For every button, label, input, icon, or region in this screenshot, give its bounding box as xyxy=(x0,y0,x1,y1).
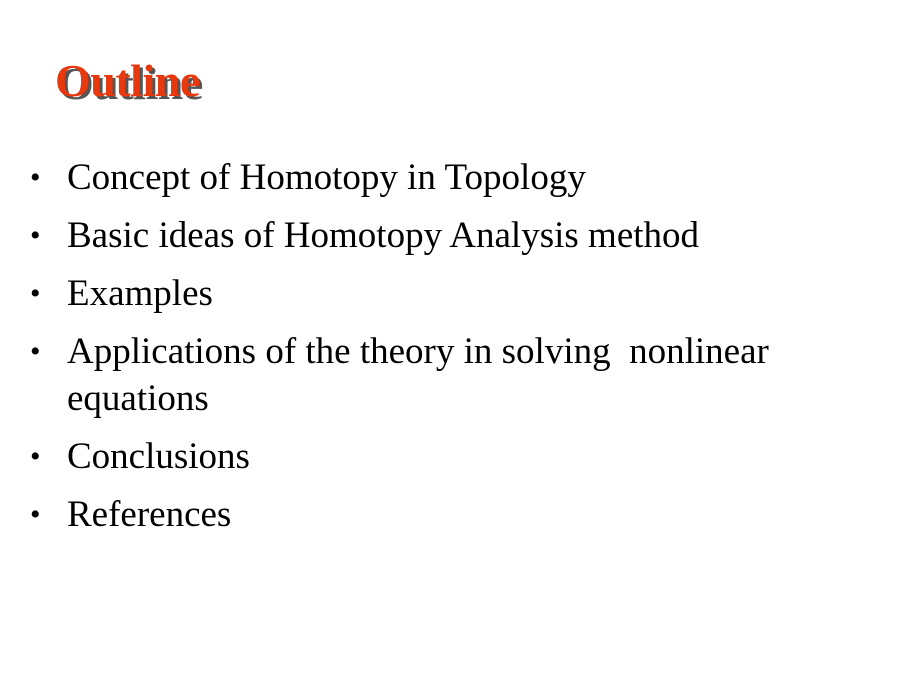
outline-item xyxy=(30,328,900,422)
bullet-icon: • xyxy=(30,277,41,310)
outline-item-text: Basic ideas of Homotopy Analysis method xyxy=(67,215,700,256)
bullet-icon: • xyxy=(30,498,41,531)
slide-title: Outline xyxy=(55,55,200,106)
outline-item-text: Applications of the theory in solving nonlinear equations xyxy=(67,331,779,419)
bullet-icon: • xyxy=(30,335,41,368)
outline-item-text: Concept of Homotopy in Topology xyxy=(67,157,586,198)
outline-list xyxy=(30,154,900,549)
outline-item-text: References xyxy=(67,494,232,535)
outline-item xyxy=(30,270,900,317)
bullet-icon: • xyxy=(30,440,41,473)
outline-item-text: Conclusions xyxy=(67,436,250,477)
outline-item xyxy=(30,491,900,538)
bullet-icon: • xyxy=(30,161,41,194)
outline-item xyxy=(30,212,900,259)
bullet-icon: • xyxy=(30,219,41,252)
outline-item-text: Examples xyxy=(67,273,213,314)
outline-item xyxy=(30,154,900,201)
outline-item xyxy=(30,433,900,480)
